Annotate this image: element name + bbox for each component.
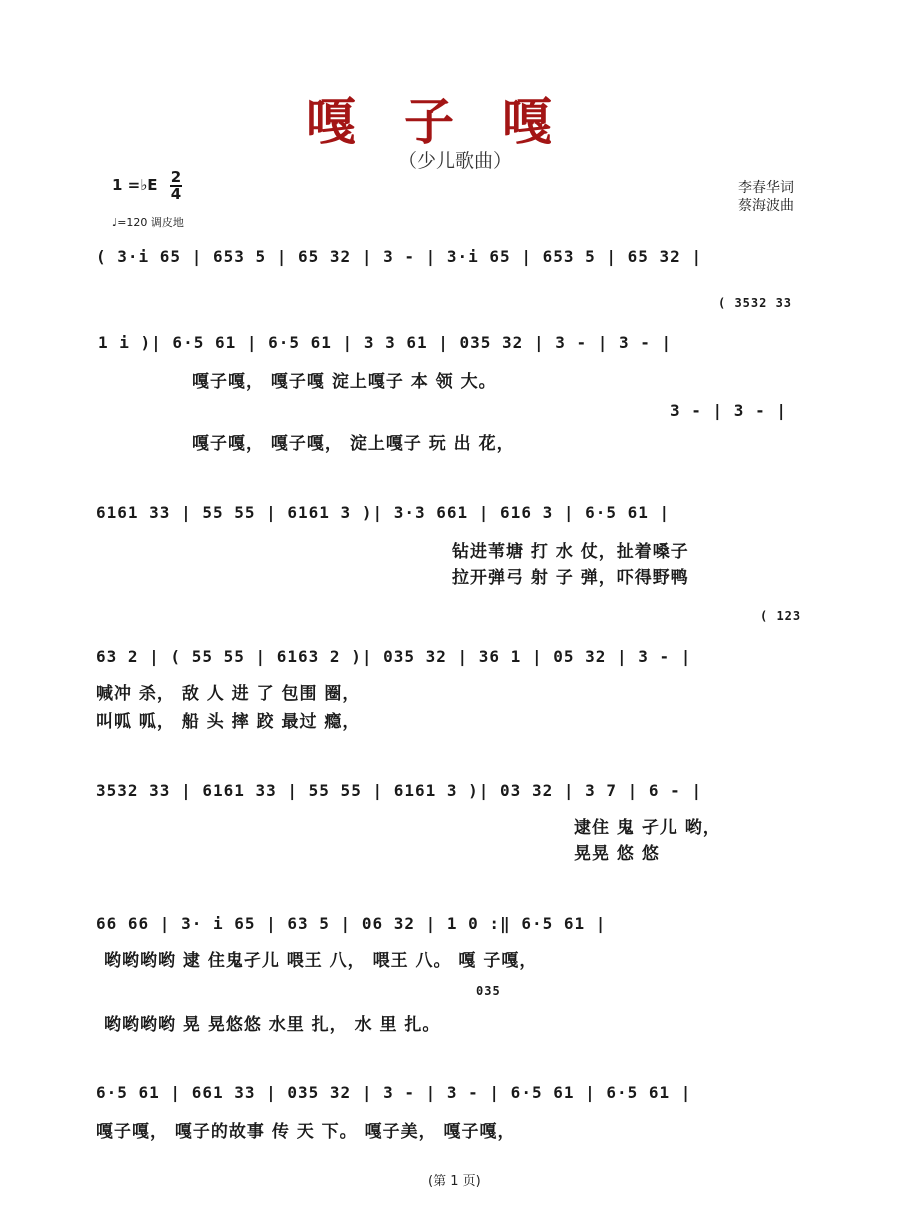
score-line-1: ( 3·i 65 | 653 5 | 65 32 | 3 - | 3·i 65 | 653 5 | 65 32 | [96,247,703,266]
lyric-line-7: 嘎子嘎， 嘎子的故事 传 天 下。 嘎子美， 嘎子嘎， [96,1122,516,1142]
score-line-5: 3532 33 | 6161 33 | 55 55 | 6161 3 )| 03 32 | 3 7 | 6 - | [96,781,703,800]
lyric-line-6a: 哟哟哟哟 逮 住鬼孑儿 喂王 八， 喂王 八。 嘎 子嘎， [104,951,538,971]
key-signature: 1 =♭E [112,176,158,194]
page-number: (第 1 页) [428,1174,481,1189]
lyric-line-6b: 哟哟哟哟 晃 晃悠悠 水里 扎， 水 里 扎。 [104,1015,441,1035]
score-line-3: 6161 33 | 55 55 | 6161 3 )| 3·3 661 | 616 3 | 6·5 61 | [96,503,671,522]
meter-denominator: 4 [170,185,182,203]
lyric-line-3b: 拉开弹弓 射 子 弹，吓得野鸭 [452,568,689,588]
lyric-line-4a: 喊冲 杀， 敌 人 进 了 包围 圈， [96,684,361,704]
lyric-line-2a: 嘎子嘎， 嘎子嘎 淀上嘎子 本 领 大。 [192,372,497,392]
score-line-4-cue: ( 123 [760,609,802,623]
song-title: 嘎子嘎 [306,93,600,151]
score-line-7: 6·5 61 | 661 33 | 035 32 | 3 - | 3 - | 6·5 61 | 6·5 61 | [96,1083,692,1102]
score-line-2: 1 i )| 6·5 61 | 6·5 61 | 3 3 61 | 035 32 | 3 - | 3 - | [98,333,673,352]
time-signature [170,170,182,202]
score-line-6-cue: 035 [476,984,501,998]
lyricist-credit: 李春华词 [738,180,794,196]
score-line-2b: 3 - | 3 - | [670,401,787,420]
composer-credit: 蔡海波曲 [738,198,794,214]
song-subtitle: （少儿歌曲） [398,150,513,172]
score-line-2-cue: ( 3532 33 [718,296,793,310]
lyric-line-4b: 叫呱 呱， 船 头 摔 跤 最过 瘾， [96,712,361,732]
lyric-line-5a: 逮住 鬼 孑儿 哟， [574,818,721,838]
lyric-line-2b: 嘎子嘎， 嘎子嘎， 淀上嘎子 玩 出 花， [192,434,515,454]
score-line-6: 66 66 | 3· i 65 | 63 5 | 06 32 | 1 0 :‖ 6·5 61 | [96,914,607,933]
meter-numerator: 2 [170,168,182,186]
lyric-line-5b: 晃晃 悠 悠 [574,844,660,864]
tempo-marking: ♩=120 调皮地 [112,216,184,229]
lyric-line-3a: 钻进苇塘 打 水 仗，扯着嗓子 [452,542,689,562]
score-line-4: 63 2 | ( 55 55 | 6163 2 )| 035 32 | 36 1 | 05 32 | 3 - | [96,647,692,666]
